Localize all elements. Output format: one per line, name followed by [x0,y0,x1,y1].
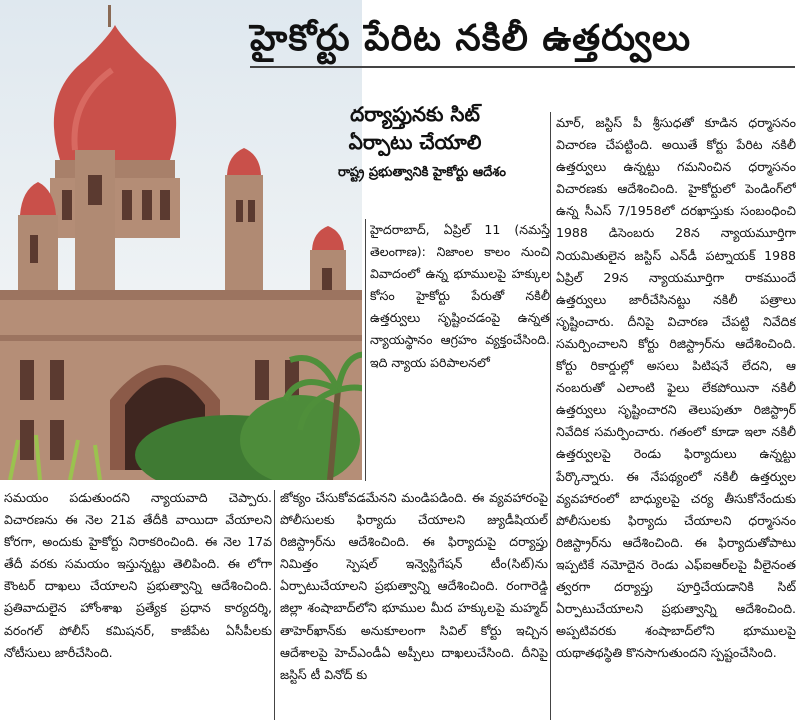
column-divider [365,219,366,481]
subheadline-line-1: దర్యాప్తునకు సిట్ [350,102,480,126]
high-court-illustration [0,0,362,480]
article-column-right: మార్, జస్టిస్ పీ శ్రీసుధతో కూడిన ధర్మాసనం విచారణ చేపట్టింది. అయితే కోర్టు పేరిట నకిలీ ఉత్తర్వులు ఉన్నట్టు గమనించిన ధర్మాసనం విచారణకు ఆదేశించింది. హైకోర్టులో పెండింగ్‌లో ఉన్న సీఎస్ 7/1958లో దరఖాస్తుకు సంబంధించి 1988 డిసెంబరు 28న న్యాయమూర్తిగా నియమితులైన జస్టిస్ ఎన్‌డీ పట్నాయక్ 1988 ఏప్రిల్ 29న న్యాయమూర్తిగా రాకముందే ఉత్తర్వులు జారీచేసినట్టు నకిలీ పత్రాలు సృష్టించారు. దీనిపై విచారణ చేపట్టి నివేదిక సమర్పించాలని కోర్టు రిజిస్ట్రార్‌ను ఆదేశించింది. కోర్టు రికార్డుల్లో అసలు పిటిషనే లేదని, ఆ నంబరుతో ఎలాంటి ఫైలు లేకపోయినా నకిలీ ఉత్తర్వులు సృష్టించారని తెలుపుతూ రిజిస్ట్రార్ నివేదిక సమర్పించారు. గతంలో కూడా ఇలా నకిలీ ఉత్తర్వులపై రెండు ఫిర్యాదులు ఉన్నట్టు పేర్కొన్నారు. ఈ నేపథ్యంలో నకిలీ ఉత్తర్వుల వ్యవహారంలో బాధ్యులపై చర్య తీసుకోనేందుకు పోలీసులకు ఫిర్యాదు చేయాలని ధర్మాసనం రిజిస్ట్రార్‌ను ఆదేశించింది. ఈ ఫిర్యాదుతోపాటు ఇప్పటికే నమోదైన రెండు ఎఫ్ఐఆర్‌లపై వీలైనంత త్వరగా దర్యాప్తు పూర్తిచేయడానికి సిట్ ఏర్పాటుచేయాలని ప్రభుత్వాన్ని ఆదేశించింది. అప్పటివరకు శంషాబాద్‌లోని భూములపై యథాతథస్థితి కొనసాగుతుందని స్పష్టంచేసింది. [556,115,796,661]
headline: హైకోర్టు పేరిట నకిలీ ఉత్తర్వులు [250,18,692,59]
column-divider [550,112,551,720]
subheadline-line-2: ఏర్పాటు చేయాలి [348,130,482,154]
column-divider [274,490,275,720]
subheadline [295,100,535,156]
article-column-bottom-left: సమయం పడుతుందని న్యాయవాది చెప్పారు. విచారణను ఈ నెల 21వ తేదీకి వాయిదా వేయాలని కోరగా, అందుకు హైకోర్టు నిరాకరించింది. ఈ నెల 17వ తేదీ వరకు సమయం ఇస్తున్నట్టు తెలిపింది. ఈ లోగా కౌంటర్ దాఖలు చేయాలని ప్రభుత్వాన్ని ఆదేశించింది. ప్రతివాదులైన హోంశాఖ ప్రత్యేక ప్రధాన కార్యదర్శి, వరంగల్ పోలీస్ కమిషనర్, కాజీపేట ఏసీపీలకు నోటీసులు జారీచేసింది. [4,490,272,660]
high-court-photo [0,0,362,480]
article-column-bottom-middle: జోక్యం చేసుకోవడమేనని మండిపడింది. ఈ వ్యవహారంపై పోలీసులకు ఫిర్యాదు చేయాలని జ్యుడీషియల్ రిజిస్ట్రార్‌ను ఆదేశించింది. ఈ ఫిర్యాదుపై దర్యాప్తు నిమిత్తం స్పెషల్ ఇన్వెస్టిగేషన్ టీం(సిట్)ను ఏర్పాటుచేయాలని ప్రభుత్వాన్ని ఆదేశించింది. రంగారెడ్డి జిల్లా శంషాబాద్‌లోని భూముల మీద హక్కులపై మహ్మద్ తాహెర్‌ఖాన్‌కు అనుకూలంగా సివిల్ కోర్టు ఇచ్చిన ఆదేశాలపై హెచ్ఎండీఏ అప్పీలు దాఖలుచేసింది. దీనిపై జస్టిస్ టీ వినోద్ కు [280,490,548,682]
headline-rule [250,66,795,68]
article-column-intro: హైదరాబాద్, ఏప్రిల్ 11 (నమస్తే తెలంగాణ): నిజాంల కాలం నుంచి వివాదంలో ఉన్న భూములపై హక్కుల కోసం హైకోర్టు పేరుతో నకిలీ ఉత్తర్వులు సృష్టించడంపై ఉన్నత న్యాయస్థానం ఆగ్రహం వ్యక్తంచేసింది. ఇది న్యాయ పరిపాలనలో [370,222,550,370]
tagline: రాష్ట్ర ప్రభుత్వానికి హైకోర్టు ఆదేశం [337,165,506,180]
